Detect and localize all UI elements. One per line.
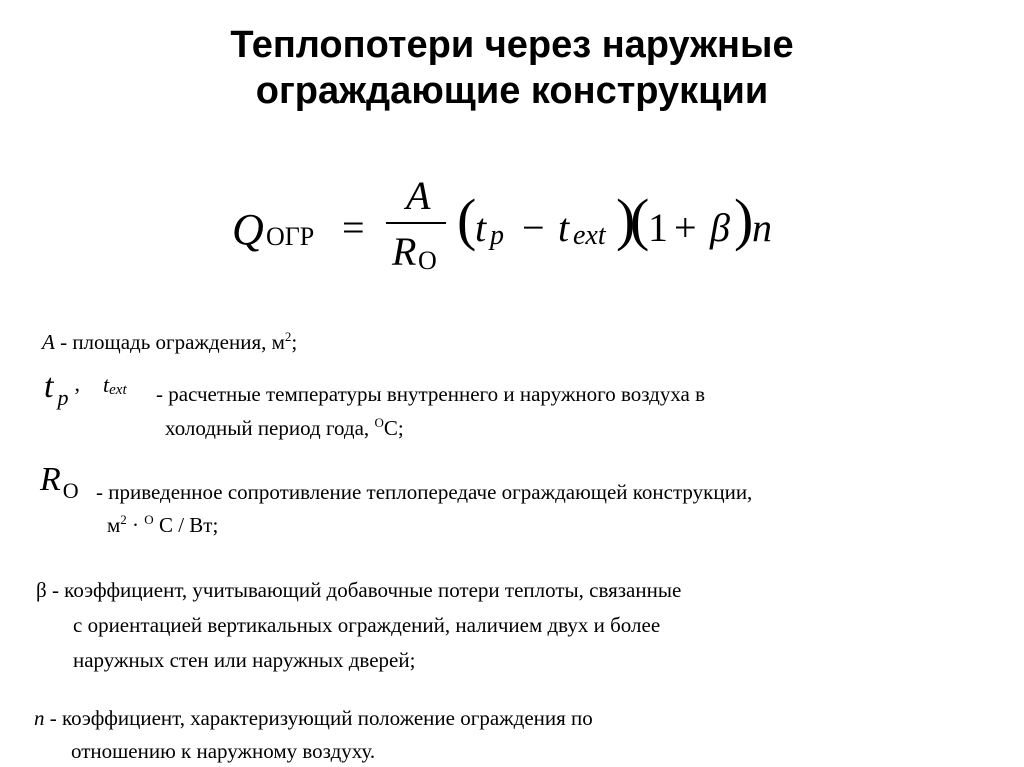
formula-n: n [752, 205, 772, 250]
symbol-t-ext-group [103, 370, 127, 403]
symbol-beta: β [36, 578, 47, 602]
definition-t-unit-tail: C; [383, 416, 404, 440]
formula-plus: + [674, 205, 697, 250]
symbol-comma: , [74, 371, 80, 396]
formula-numerator: A [406, 173, 431, 218]
symbol-t-p: t [44, 368, 54, 405]
symbol-r-sub: O [62, 478, 79, 503]
heat-loss-formula [232, 172, 832, 282]
definition-a [42, 327, 297, 357]
definition-n-line-1 [34, 703, 593, 733]
formula-paren2-open: ( [630, 187, 650, 252]
title-line-1: Теплопотери через наружные [230, 24, 794, 66]
definition-t-line-2 [165, 413, 404, 443]
definition-a-tail: ; [291, 330, 298, 354]
definition-beta-line-3: наружных стен или наружных дверей; [73, 648, 416, 672]
definition-n-line-2: отношению к наружному воздуху. [71, 739, 376, 763]
symbols-t [44, 367, 80, 410]
definition-r-unit-tail: С / Вт; [153, 513, 219, 537]
formula-q: Q [232, 205, 264, 254]
definition-t-line-2-text: холодный период года, [165, 416, 375, 440]
page-title [0, 22, 1024, 114]
definition-n-line-1-text: - коэффициент, характеризующий положение ограждения по [44, 706, 593, 730]
definition-r-line-2 [107, 510, 218, 540]
definition-a-text: - площадь ограждения, м [54, 330, 285, 354]
symbol-t-ext-sub: ext [109, 382, 127, 398]
definition-beta-line-2: с ориентацией вертикальных ограждений, наличием двух и более [73, 613, 661, 637]
formula-r-sub: О [418, 246, 437, 275]
definition-beta-line-1-text: - коэффициент, учитывающий добавочные потери теплоты, связанные [46, 578, 682, 602]
definition-a-unit-sup: 2 [284, 329, 292, 344]
formula-t-sub-p: p [490, 220, 504, 251]
formula-q-sub: ОГР [266, 222, 315, 251]
definition-r-unit-sup-o: O [144, 512, 154, 527]
symbol-r-group [40, 460, 79, 503]
formula-minus: − [522, 205, 545, 250]
definition-r-unit-dot: · [126, 513, 145, 537]
formula-one: 1 [648, 205, 668, 250]
formula-t-sub-ext: ext [573, 220, 606, 251]
fraction-bar [386, 222, 446, 224]
definition-beta-line-1 [36, 575, 681, 605]
symbol-t-ext: t [103, 372, 110, 397]
formula-equals: = [342, 205, 365, 250]
definition-r-unit-sup-2: 2 [120, 512, 127, 527]
symbol-r: R [40, 461, 61, 498]
symbol-a: A [42, 330, 55, 354]
formula-t2: t [558, 205, 570, 250]
formula-paren2-close: ) [734, 187, 754, 252]
definition-t-line-1: - расчетные температуры внутреннего и наружного воздуха в [156, 382, 706, 406]
formula-t: t [475, 205, 487, 250]
definition-t-unit-sup: O [374, 415, 384, 430]
definition-r-line-1: - приведенное сопротивление теплопередаче ограждающей конструкции, [96, 480, 753, 504]
symbol-t-p-sub: p [57, 385, 69, 410]
title-line-2: ограждающие конструкции [255, 70, 769, 112]
formula-beta: β [710, 205, 730, 250]
formula-paren-close: ) [616, 187, 636, 252]
symbol-n: n [34, 706, 45, 730]
formula-r: R [392, 229, 417, 274]
formula-paren-open: ( [457, 187, 477, 252]
definition-r-unit-m: м [107, 513, 121, 537]
